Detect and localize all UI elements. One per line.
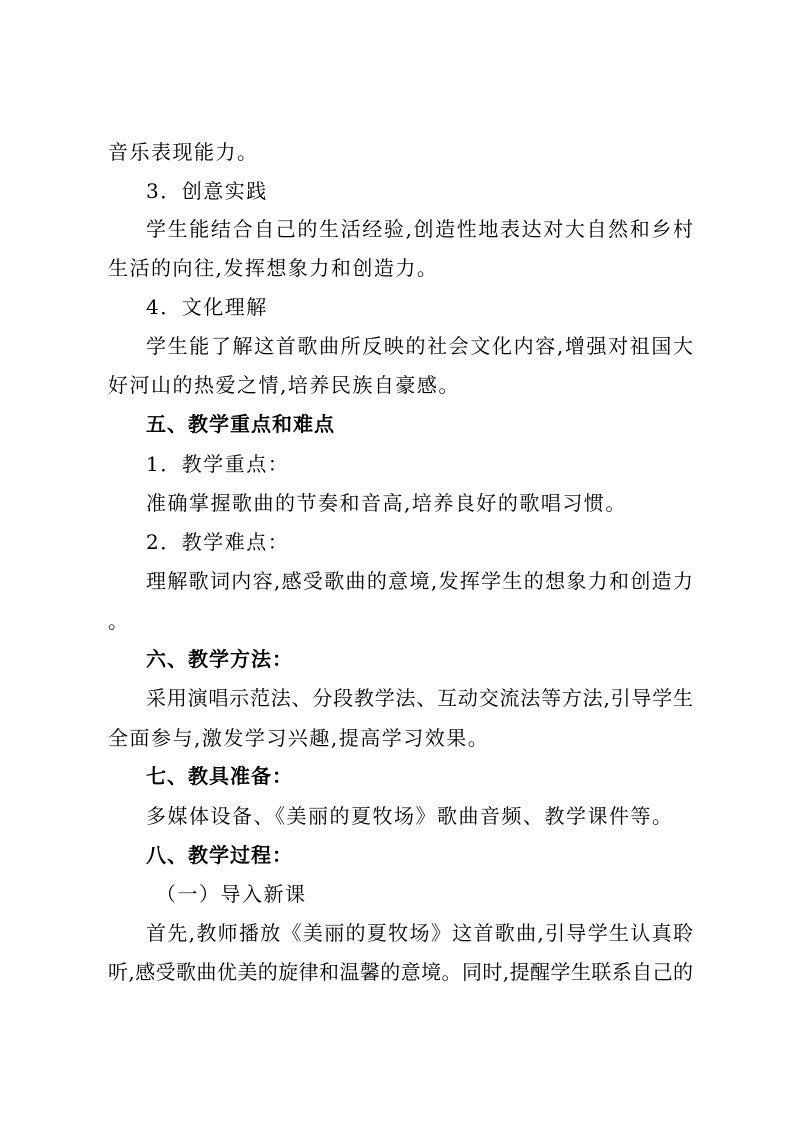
- chapter-heading: 七、教具准备：: [146, 764, 293, 788]
- section-heading: 1．教学重点：: [146, 452, 290, 476]
- paragraph-line: 好河山的热爱之情,培养民族自豪感。: [108, 373, 460, 397]
- section-heading: 3．创意实践: [146, 179, 268, 203]
- paragraph-line: 听,感受歌曲优美的旋律和温馨的意境。同时,提醒学生联系自己的: [108, 960, 693, 984]
- section-heading: （一）导入新课: [156, 882, 307, 906]
- paragraph-line: 学生能结合自己的生活经验,创造性地表达对大自然和乡村: [146, 217, 693, 241]
- paragraph-line: 学生能了解这首歌曲所反映的社会文化内容,增强对祖国大: [146, 334, 693, 358]
- paragraph-line: 音乐表现能力。: [108, 140, 259, 164]
- paragraph-line: 采用演唱示范法、分段教学法、互动交流法等方法,引导学生: [146, 686, 693, 710]
- paragraph-line: 。: [108, 609, 130, 633]
- paragraph-line: 准确掌握歌曲的节奏和音高,培养良好的歌唱习惯。: [146, 491, 627, 515]
- paragraph-line: 生活的向往,发挥想象力和创造力。: [108, 256, 439, 280]
- paragraph-line: 全面参与,激发学习兴趣,提高学习效果。: [108, 726, 490, 750]
- chapter-heading: 五、教学重点和难点: [146, 412, 335, 436]
- section-heading: 4．文化理解: [146, 295, 268, 319]
- section-heading: 2．教学难点：: [146, 530, 290, 554]
- paragraph-line: 首先,教师播放《美丽的夏牧场》这首歌曲,引导学生认真聆: [146, 921, 693, 945]
- paragraph-line: 多媒体设备、《美丽的夏牧场》歌曲音频、教学课件等。: [146, 804, 674, 828]
- chapter-heading: 八、教学过程：: [146, 843, 293, 867]
- paragraph-line: 理解歌词内容,感受歌曲的意境,发挥学生的想象力和创造力: [146, 569, 693, 593]
- chapter-heading: 六、教学方法：: [146, 647, 293, 671]
